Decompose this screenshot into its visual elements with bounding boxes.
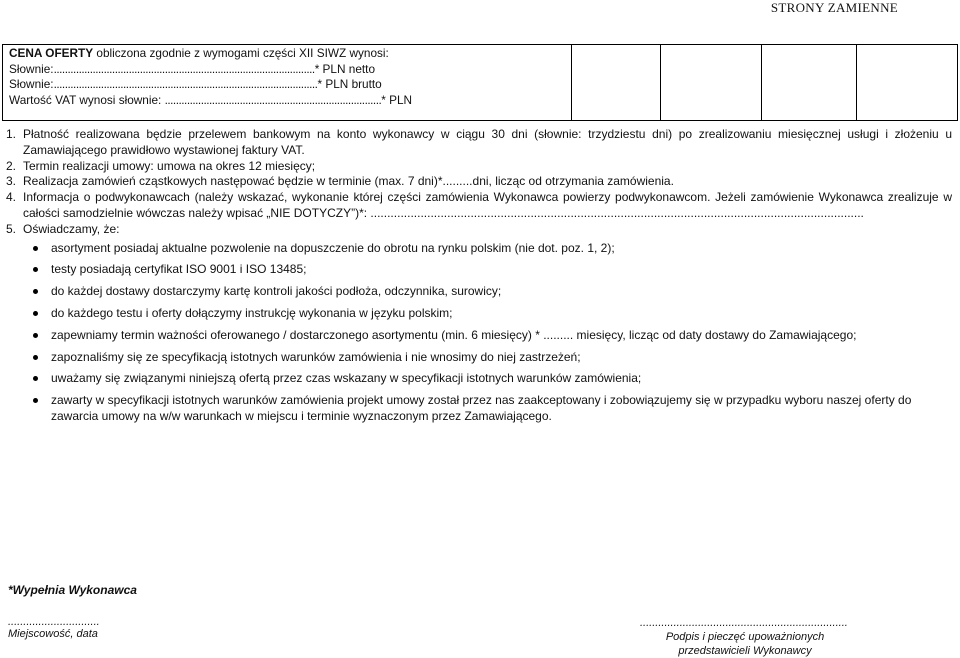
list-item: uważamy się związanymi niniejszą ofertą przez czas wskazany w specyfikacji istotnych warunków zamówienia; bbox=[6, 371, 952, 387]
blank-cell bbox=[762, 45, 857, 121]
list-item: testy posiadają certyfikat ISO 9001 i ISO 13485; bbox=[6, 262, 952, 278]
item-delivery: 3. Realizacja zamówień cząstkowych następować będzie w terminie (max. 7 dni)*.........dni, licząc od otrzymania zamówienia. bbox=[6, 174, 674, 189]
signature-label: Podpis i pieczęć upoważnionych przedstawicieli Wykonawcy bbox=[665, 631, 825, 657]
price-line-vat: Wartość VAT wynosi słownie: ..............................................................................* PLN bbox=[9, 92, 413, 107]
signature-dots: .................................................................... bbox=[640, 617, 848, 629]
price-line-brutto: Słownie:...............................................................................................* PLN brutto bbox=[9, 77, 382, 92]
list-item: zawarty w specyfikacji istotnych warunków zamówienia projekt umowy został przez nas zaakceptowany i zobowiązujemy się w przypadku wyboru naszej oferty do zawarcia umowy na w/w warunkach w miejscu i terminie wyznaczonym przez Zamawiającego. bbox=[6, 393, 952, 425]
list-item: asortyment posiadaj aktualne pozwolenie na dopuszczenie do obrotu na rynku polskim (nie dot. poz. 1, 2); bbox=[6, 241, 952, 257]
place-date-block bbox=[8, 616, 100, 640]
document-body bbox=[6, 127, 952, 431]
declarations-list bbox=[6, 241, 952, 425]
blank-cell bbox=[661, 45, 762, 121]
item-term: 2. Termin realizacji umowy: umowa na okres 12 miesięcy; bbox=[6, 158, 316, 173]
price-cell bbox=[3, 45, 572, 121]
list-item: zapoznaliśmy się ze specyfikacją istotnych warunków zamówienia i nie wnosimy do niej zastrzeżeń; bbox=[6, 350, 952, 366]
price-title: CENA OFERTY obliczona zgodnie z wymogami części XII SIWZ wynosi: bbox=[9, 46, 389, 60]
price-table bbox=[2, 44, 958, 121]
place-date-dots: .............................. bbox=[8, 616, 100, 628]
list-item: do każdego testu i oferty dołączymy instrukcję wykonania w języku polskim; bbox=[6, 306, 952, 322]
list-item: do każdej dostawy dostarczymy kartę kontroli jakości podłoża, odczynnika, surowicy; bbox=[6, 284, 952, 300]
item-subcontractors: 4. Informacja o podwykonawcach (należy wskazać, wykonanie której części zamówienia Wykonawca powierzy podwykonawcom. Jeżeli zamówienie Wykonawca zrealizuje w całości samodzielnie wówczas należy wpisać „NIE DOTYCZY”)*: .................................................................................................................................................... bbox=[6, 190, 952, 220]
place-date-label: Miejscowość, data bbox=[8, 628, 98, 640]
price-line-netto: Słownie:..............................................................................................* PLN netto bbox=[9, 61, 376, 76]
item-payment: 1. Płatność realizowana będzie przelewem bankowym na konto wykonawcy w ciągu 30 dni (słownie: trzydziestu dni) po zrealizowaniu miesięcznej usługi i złożeniu u Zamawiającego prawidłowo wystawionej faktury VAT. bbox=[6, 127, 952, 157]
item-declarations: 5. Oświadczamy, że: bbox=[6, 221, 120, 236]
blank-cell bbox=[857, 45, 958, 121]
page-header: STRONY ZAMIENNE bbox=[770, 0, 898, 15]
list-item: zapewniamy termin ważności oferowanego / dostarczonego asortymentu (min. 6 miesięcy) * ......... miesięcy, licząc od daty dostawy do Zamawiającego; bbox=[6, 328, 952, 344]
footnote: *Wypełnia Wykonawca bbox=[8, 583, 137, 597]
blank-cell bbox=[572, 45, 661, 121]
